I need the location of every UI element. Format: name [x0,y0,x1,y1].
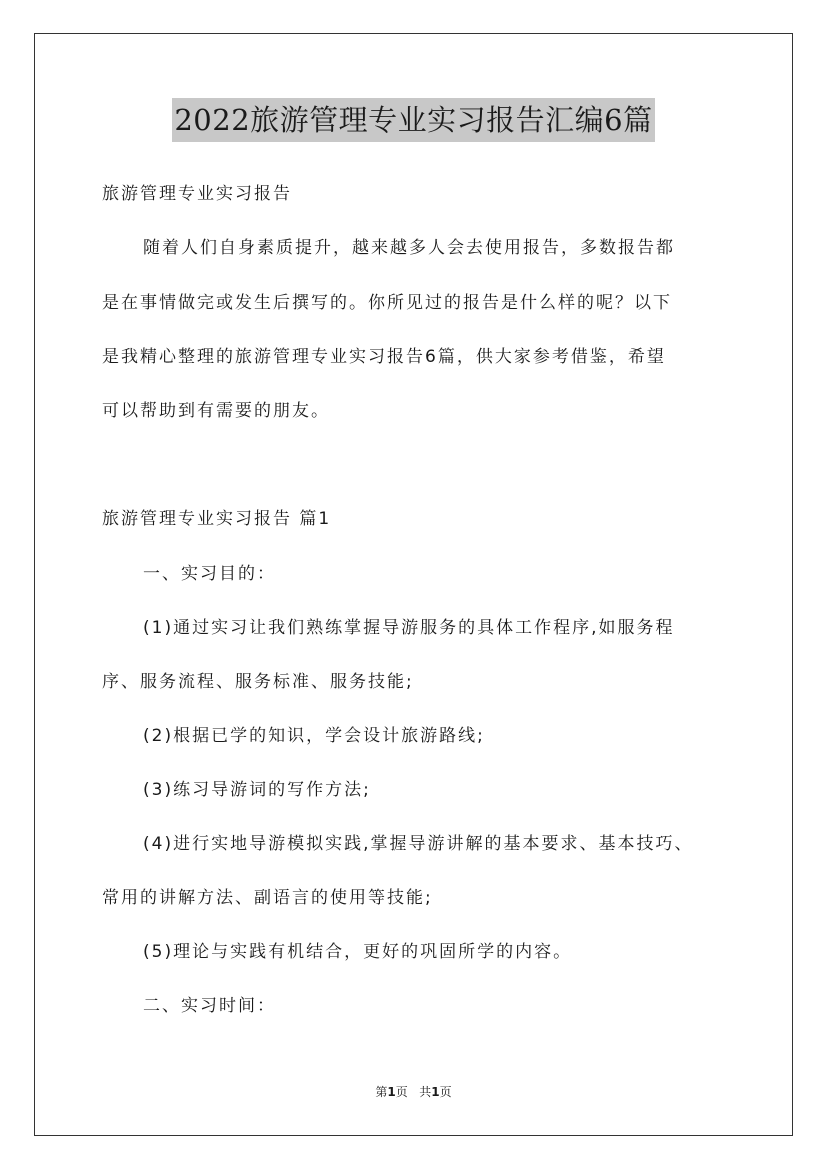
page-label-prefix: 第 [375,1085,388,1099]
section-heading: 旅游管理专业实习报告 篇1 [102,509,332,529]
paragraph-line: 随着人们自身素质提升，越来越多人会去使用报告，多数报告都 [143,238,675,258]
total-label-suffix: 页 [439,1085,452,1099]
page-footer [0,1083,827,1101]
paragraph-line: (3)练习导游词的写作方法; [143,780,371,800]
paragraph-line: 序、服务流程、服务标准、服务技能; [102,672,414,692]
total-label-prefix: 共 [419,1085,432,1099]
paragraph-line: (4)进行实地导游模拟实践,掌握导游讲解的基本要求、基本技巧、 [143,834,694,854]
paragraph-line: 可以帮助到有需要的朋友。 [102,401,330,421]
paragraph-line: 是在事情做完或发生后撰写的。你所见过的报告是什么样的呢？以下 [102,293,672,313]
paragraph-line: 常用的讲解方法、副语言的使用等技能; [102,888,433,908]
paragraph-line: 一、实习目的： [143,564,276,584]
paragraph-line: (1)通过实习让我们熟练掌握导游服务的具体工作程序,如服务程 [143,618,675,638]
total-pages: 1 [431,1085,440,1099]
page-number: 1 [387,1085,396,1099]
paragraph-line: 是我精心整理的旅游管理专业实习报告6篇，供大家参考借鉴，希望 [102,347,666,367]
paragraph-line: 二、实习时间： [143,996,276,1016]
document-title: 2022旅游管理专业实习报告汇编6篇 [172,98,654,142]
page-label-suffix: 页 [395,1085,408,1099]
section-heading: 旅游管理专业实习报告 [102,184,292,204]
paragraph-line: (5)理论与实践有机结合，更好的巩固所学的内容。 [143,942,573,962]
paragraph-line: (2)根据已学的知识，学会设计旅游路线; [143,726,485,746]
title-block [0,98,827,142]
